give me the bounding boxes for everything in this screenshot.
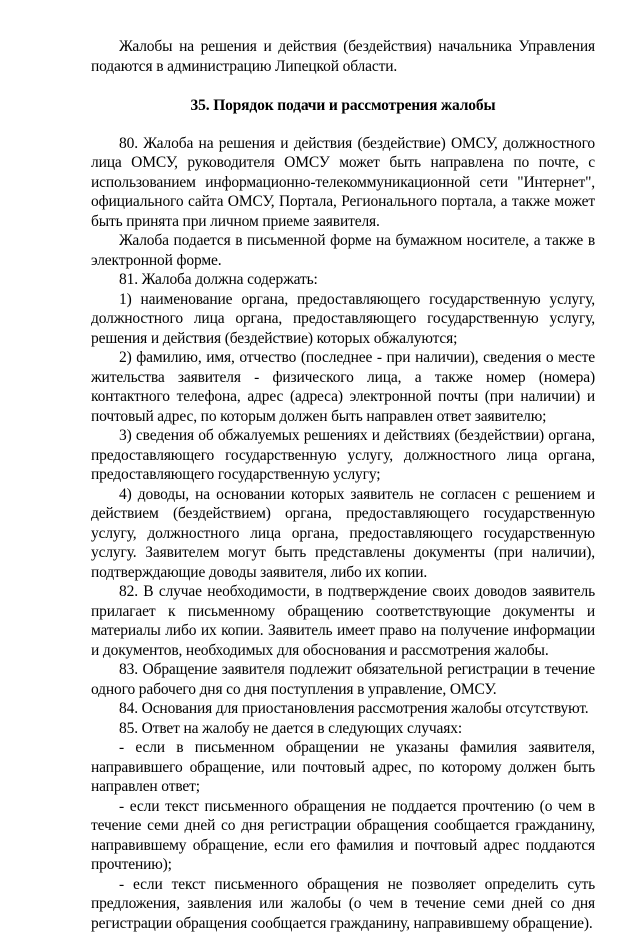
list-item-3: 3) сведения об обжалуемых решениях и действиях (бездействии) органа, предоставляющего государственную услугу, должностного лица органа, предоставляющего государственную услугу;: [91, 426, 595, 485]
paragraph-82: 82. В случае необходимости, в подтверждение своих доводов заявитель прилагает к письменному обращению соответствующие документы и материалы либо их копии. Заявитель имеет право на получение информации и документов, необходимых для обоснования и рассмотрения жалобы.: [91, 582, 595, 660]
paragraph-80-form: Жалоба подается в письменной форме на бумажном носителе, а также в электронной форме.: [91, 231, 595, 270]
intro-paragraph: Жалобы на решения и действия (бездействия) начальника Управления подаются в администрацию Липецкой области.: [91, 37, 595, 76]
paragraph-81: 81. Жалоба должна содержать:: [91, 270, 595, 290]
section-title: 35. Порядок подачи и рассмотрения жалобы: [91, 96, 595, 116]
paragraph-84: 84. Основания для приостановления рассмотрения жалобы отсутствуют.: [91, 699, 595, 719]
document-body: [91, 37, 595, 933]
list-item-1: 1) наименование органа, предоставляющего государственную услугу, должностного лица органа, предоставляющего государственную услугу, решения и действия (бездействие) которых обжалуются;: [91, 290, 595, 349]
case-item-3: - если текст письменного обращения не позволяет определить суть предложения, заявления или жалобы (о чем в течение семи дней со дня регистрации обращения сообщается гражданину, направившему обращение).: [91, 875, 595, 933]
case-item-1: - если в письменном обращении не указаны фамилия заявителя, направившего обращение, или почтовый адрес, по которому должен быть направлен ответ;: [91, 738, 595, 797]
list-item-2: 2) фамилию, имя, отчество (последнее - при наличии), сведения о месте жительства заявителя - физического лица, а также номер (номера) контактного телефона, адрес (адреса) электронной почты (при наличии) и почтовый адрес, по которым должен быть направлен ответ заявителю;: [91, 348, 595, 426]
paragraph-80: 80. Жалоба на решения и действия (бездействие) ОМСУ, должностного лица ОМСУ, руководителя ОМСУ может быть направлена по почте, с использованием информационно-телекоммуникационной сети "Интернет", официального сайта ОМСУ, Портала, Регионального портала, а также может быть принята при личном приеме заявителя.: [91, 134, 595, 232]
paragraph-83: 83. Обращение заявителя подлежит обязательной регистрации в течение одного рабочего дня со дня поступления в управление, ОМСУ.: [91, 660, 595, 699]
list-item-4: 4) доводы, на основании которых заявитель не согласен с решением и действием (бездействием) органа, предоставляющего государственную услугу, должностного лица органа, предоставляющего государственную услугу. Заявителем могут быть представлены документы (при наличии), подтверждающие доводы заявителя, либо их копии.: [91, 485, 595, 583]
case-item-2: - если текст письменного обращения не поддается прочтению (о чем в течение семи дней со дня регистрации обращения сообщается гражданину, направившему обращение, если его фамилия и почтовый адрес поддаются прочтению);: [91, 797, 595, 875]
paragraph-85: 85. Ответ на жалобу не дается в следующих случаях:: [91, 719, 595, 739]
